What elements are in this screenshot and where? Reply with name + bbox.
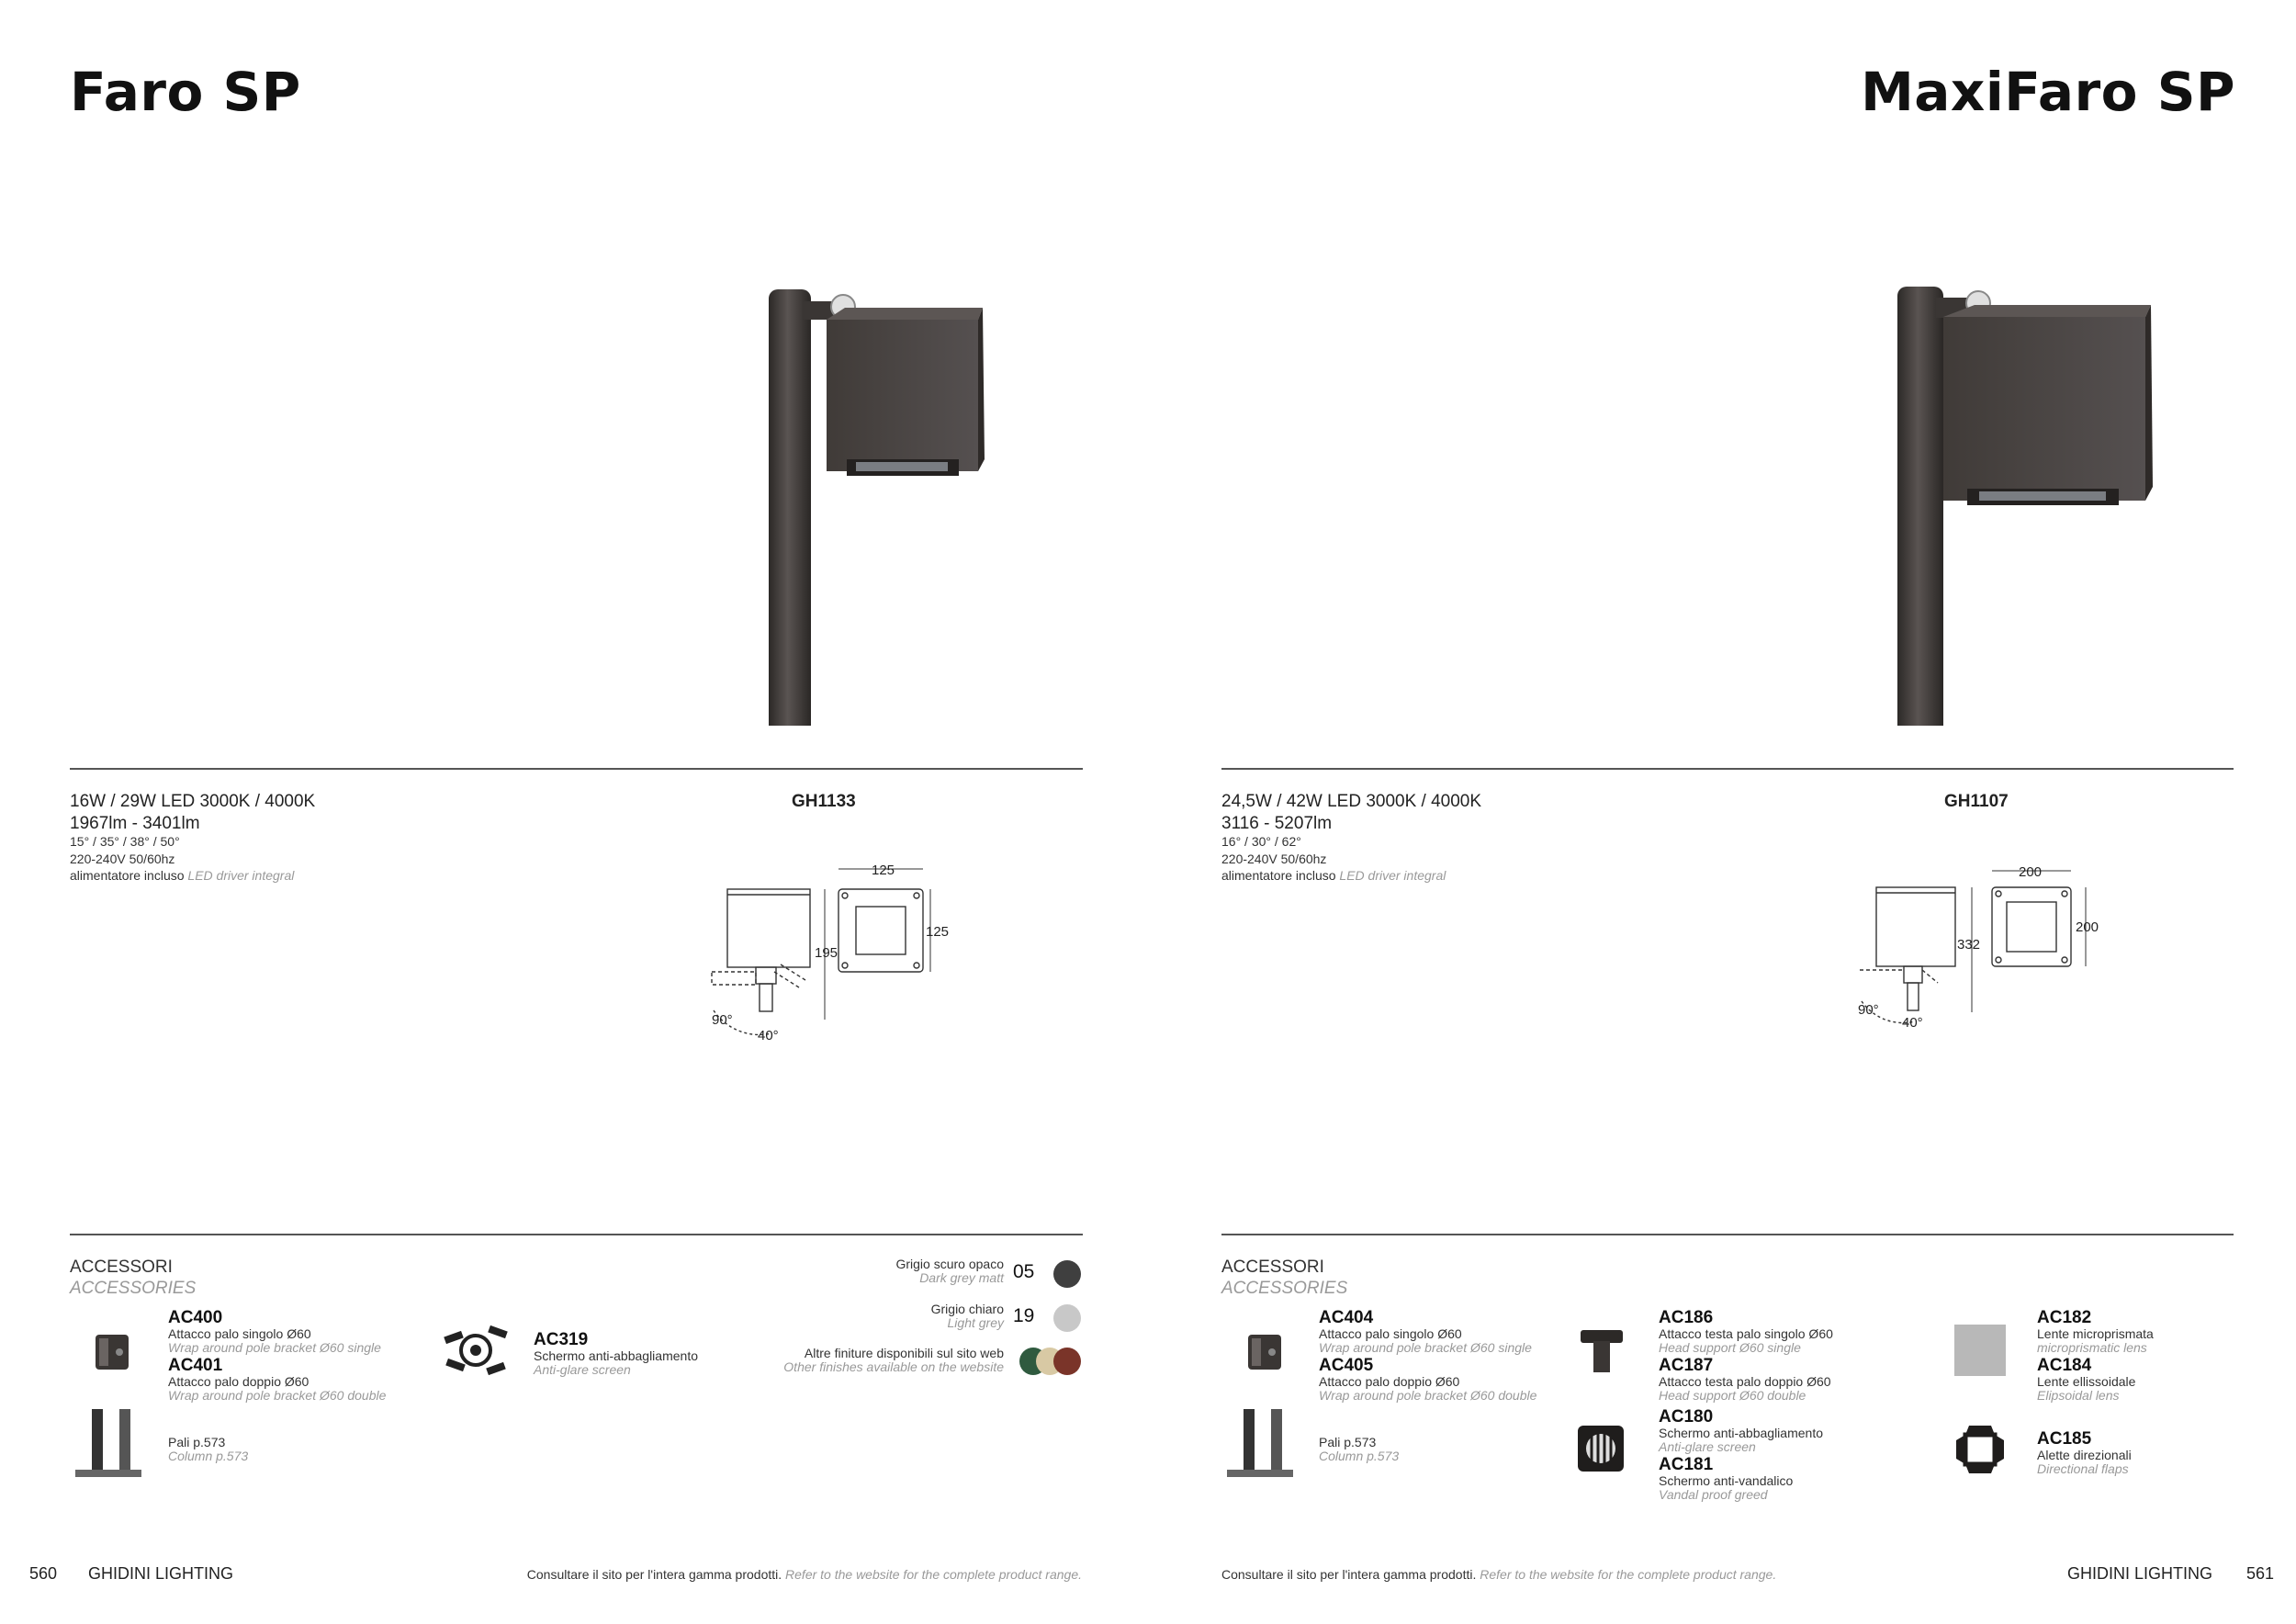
finish-swatch-dark-grey xyxy=(1053,1260,1081,1288)
finish-light-grey xyxy=(728,1302,1004,1330)
finish-code: 19 xyxy=(1013,1305,1035,1326)
anti-glare-screen-icon xyxy=(439,1315,512,1385)
accessory-desc: Attacco palo singolo Ø60 xyxy=(1319,1326,1462,1341)
accessory-item xyxy=(1659,1309,1833,1355)
spec-driver-en: LED driver integral xyxy=(187,868,295,883)
spec-driver-en: LED driver integral xyxy=(1339,868,1446,883)
accessory-code: AC404 xyxy=(1319,1308,1374,1327)
dim-tilt: 90° xyxy=(712,1012,733,1028)
accessory-desc-en: Head support Ø60 double xyxy=(1659,1388,1806,1403)
dim-height: 195 xyxy=(815,945,838,961)
technical-drawing-faro-sp xyxy=(693,854,951,1047)
technical-drawing-maxifaro-sp xyxy=(1841,854,2108,1038)
finish-swatch-other xyxy=(1053,1348,1081,1375)
brand-left: GHIDINI LIGHTING xyxy=(88,1564,234,1583)
dim-rotation: 40° xyxy=(758,1028,779,1043)
dim-rotation: 40° xyxy=(1902,1015,1923,1031)
accessories-header-it: ACCESSORI xyxy=(70,1257,173,1277)
accessory-code: AC186 xyxy=(1659,1308,1714,1327)
accessory-item xyxy=(1659,1357,1831,1403)
accessory-code: AC400 xyxy=(168,1308,223,1327)
accessory-code: AC180 xyxy=(1659,1407,1714,1427)
accessory-code: AC185 xyxy=(2037,1429,2092,1449)
finish-name: Grigio scuro opaco xyxy=(895,1257,1004,1271)
footer-note-it: Consultare il sito per l'intera gamma prodotti. xyxy=(1221,1567,1477,1582)
section-divider xyxy=(70,768,1083,770)
section-divider xyxy=(70,1234,1083,1235)
column-icon xyxy=(1221,1404,1299,1481)
accessory-desc-en: Elipsoidal lens xyxy=(2037,1388,2120,1403)
page-title-right: MaxiFaro SP xyxy=(1861,61,2235,123)
accessory-desc: Schermo anti-abbagliamento xyxy=(534,1348,698,1363)
product-code: GH1133 xyxy=(792,792,856,811)
accessory-code: AC181 xyxy=(1659,1455,1714,1474)
accessory-desc: Attacco testa palo doppio Ø60 xyxy=(1659,1374,1831,1389)
directional-flaps-icon xyxy=(1951,1422,2009,1477)
accessory-item xyxy=(2037,1309,2154,1355)
spec-driver xyxy=(70,867,294,885)
vandal-grid-icon xyxy=(1572,1422,1629,1475)
accessory-desc-en: Anti-glare screen xyxy=(534,1362,631,1377)
accessory-desc: Attacco testa palo singolo Ø60 xyxy=(1659,1326,1833,1341)
dim-height: 332 xyxy=(1957,937,1981,953)
accessories-header xyxy=(70,1257,196,1299)
accessory-desc: Attacco palo doppio Ø60 xyxy=(1319,1374,1460,1389)
accessory-desc-en: Head support Ø60 single xyxy=(1659,1340,1801,1355)
footer-note-right xyxy=(1221,1567,1776,1582)
accessory-item xyxy=(2037,1357,2135,1403)
accessory-item xyxy=(1319,1309,1532,1355)
accessory-desc: Lente microprismata xyxy=(2037,1326,2154,1341)
accessory-desc: Attacco palo doppio Ø60 xyxy=(168,1374,310,1389)
spec-lumen: 3116 - 5207lm xyxy=(1221,814,1333,833)
dim-width: 125 xyxy=(872,863,895,878)
accessory-code: AC401 xyxy=(168,1356,223,1375)
accessories-header-it: ACCESSORI xyxy=(1221,1257,1324,1277)
accessory-item xyxy=(168,1357,386,1403)
column-ref-it: Pali p.573 xyxy=(1319,1435,1377,1449)
other-finishes xyxy=(636,1346,1004,1374)
spec-driver-it: alimentatore incluso xyxy=(1221,868,1336,883)
dim-side: 125 xyxy=(926,924,950,940)
accessory-desc-en: Vandal proof greed xyxy=(1659,1487,1768,1502)
accessory-desc-en: microprismatic lens xyxy=(2037,1340,2147,1355)
accessory-item xyxy=(1659,1408,1823,1454)
accessory-desc: Alette direzionali xyxy=(2037,1448,2132,1462)
accessories-header xyxy=(1221,1257,1347,1299)
accessory-item xyxy=(1659,1456,1793,1502)
other-finishes-it: Altre finiture disponibili sul sito web xyxy=(804,1346,1004,1360)
product-image-faro-sp xyxy=(753,276,1001,726)
spec-driver xyxy=(1221,867,1446,885)
column-icon xyxy=(70,1404,147,1481)
page-number-right: 561 xyxy=(2245,1564,2274,1583)
spec-voltage: 220-240V 50/60hz xyxy=(70,851,175,866)
accessory-desc-en: Directional flaps xyxy=(2037,1461,2129,1476)
column-reference xyxy=(168,1436,248,1463)
finish-name-en: Dark grey matt xyxy=(919,1270,1004,1285)
accessory-code: AC405 xyxy=(1319,1356,1374,1375)
accessory-code: AC187 xyxy=(1659,1356,1714,1375)
accessory-desc-en: Anti-glare screen xyxy=(1659,1439,1756,1454)
bracket-single-icon xyxy=(1244,1329,1285,1373)
head-support-icon xyxy=(1575,1325,1628,1376)
finish-name: Grigio chiaro xyxy=(930,1302,1004,1316)
accessory-code: AC182 xyxy=(2037,1308,2092,1327)
footer-note-en: Refer to the website for the complete product range. xyxy=(785,1567,1082,1582)
footer-note-en: Refer to the website for the complete product range. xyxy=(1480,1567,1777,1582)
dim-tilt: 90° xyxy=(1858,1002,1879,1018)
page-number-left: 560 xyxy=(29,1564,58,1583)
finish-dark-grey xyxy=(728,1257,1004,1285)
accessories-header-en: ACCESSORIES xyxy=(1221,1279,1348,1298)
accessory-desc-en: Wrap around pole bracket Ø60 single xyxy=(168,1340,381,1355)
brand-right: GHIDINI LIGHTING xyxy=(2066,1564,2212,1583)
accessory-item xyxy=(1319,1357,1536,1403)
spec-angles: 16° / 30° / 62° xyxy=(1221,834,1301,849)
finish-code: 05 xyxy=(1013,1261,1035,1282)
column-ref-en: Column p.573 xyxy=(1319,1449,1400,1463)
lens-icon xyxy=(1954,1325,2006,1376)
finish-name-en: Light grey xyxy=(947,1315,1004,1330)
accessory-desc-en: Wrap around pole bracket Ø60 double xyxy=(168,1388,387,1403)
accessory-code: AC319 xyxy=(534,1330,589,1349)
column-reference xyxy=(1319,1436,1399,1463)
dim-width: 200 xyxy=(2019,864,2043,880)
accessory-desc-en: Wrap around pole bracket Ø60 double xyxy=(1319,1388,1537,1403)
spec-lumen: 1967lm - 3401lm xyxy=(70,814,200,833)
page-title-left: Faro SP xyxy=(70,61,301,123)
spec-driver-it: alimentatore incluso xyxy=(70,868,185,883)
accessory-desc: Lente ellissoidale xyxy=(2037,1374,2136,1389)
accessory-desc-en: Wrap around pole bracket Ø60 single xyxy=(1319,1340,1532,1355)
finish-swatch-light-grey xyxy=(1053,1304,1081,1332)
accessory-code: AC184 xyxy=(2037,1356,2092,1375)
column-ref-it: Pali p.573 xyxy=(168,1435,226,1449)
accessory-desc: Attacco palo singolo Ø60 xyxy=(168,1326,311,1341)
accessory-item xyxy=(2037,1430,2132,1476)
footer-note-left xyxy=(527,1567,1082,1582)
dim-side: 200 xyxy=(2076,919,2099,935)
column-ref-en: Column p.573 xyxy=(168,1449,249,1463)
section-divider xyxy=(1221,1234,2234,1235)
spec-angles: 15° / 35° / 38° / 50° xyxy=(70,834,180,849)
product-code: GH1107 xyxy=(1944,792,2009,811)
spec-power: 16W / 29W LED 3000K / 4000K xyxy=(70,792,316,811)
spec-voltage: 220-240V 50/60hz xyxy=(1221,851,1327,866)
section-divider xyxy=(1221,768,2234,770)
other-finishes-en: Other finishes available on the website xyxy=(783,1359,1004,1374)
accessory-desc: Schermo anti-abbagliamento xyxy=(1659,1426,1823,1440)
accessories-header-en: ACCESSORIES xyxy=(70,1279,197,1298)
product-image-maxifaro-sp xyxy=(1883,276,2158,726)
spec-power: 24,5W / 42W LED 3000K / 4000K xyxy=(1221,792,1482,811)
accessory-desc: Schermo anti-vandalico xyxy=(1659,1473,1794,1488)
bracket-single-icon xyxy=(92,1329,132,1373)
accessory-item xyxy=(168,1309,381,1355)
footer-note-it: Consultare il sito per l'intera gamma prodotti. xyxy=(526,1567,782,1582)
